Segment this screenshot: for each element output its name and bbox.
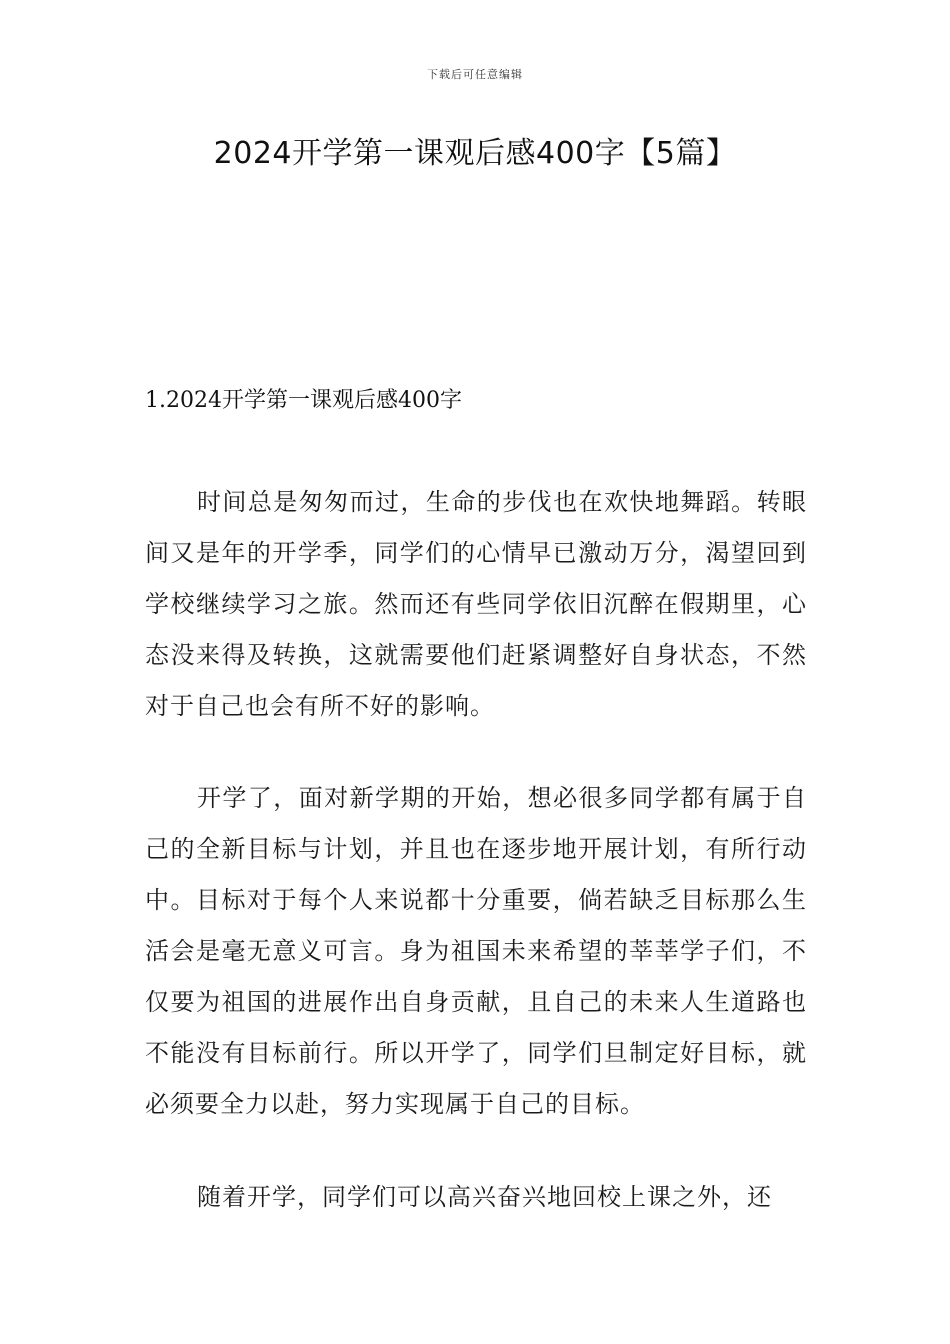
document-title: 2024开学第一课观后感400字【5篇】 [213,136,737,171]
paragraph-2: 开学了，面对新学期的开始，想必很多同学都有属于自己的全新目标与计划，并且也在逐步地开展计划，有所行动中。目标对于每个人来说都十分重要，倘若缺乏目标那么生活会是毫无意义可言。身为祖国未来希望的莘莘学子们，不仅要为祖国的进展作出自身贡献，且自己的未来人生道路也不能没有目标前行。所以开学了，同学们旦制定好目标，就必须要全力以赴，努力实现属于自己的目标。 [145,784,807,1118]
paragraph-1: 时间总是匆匆而过，生命的步伐也在欢快地舞蹈。转眼间又是年的开学季，同学们的心情早已激动万分，渴望回到学校继续学习之旅。然而还有些同学依旧沉醉在假期里，心态没来得及转换，这就需要他们赶紧调整好自身状态，不然对于自己也会有所不好的影响。 [145,488,807,720]
section-heading: 1.2024开学第一课观后感400字 [145,388,462,413]
paragraph-3: 随着开学，同学们可以高兴奋兴地回校上课之外，还 [197,1183,772,1211]
header-note: 下载后可任意编辑 [427,68,523,81]
